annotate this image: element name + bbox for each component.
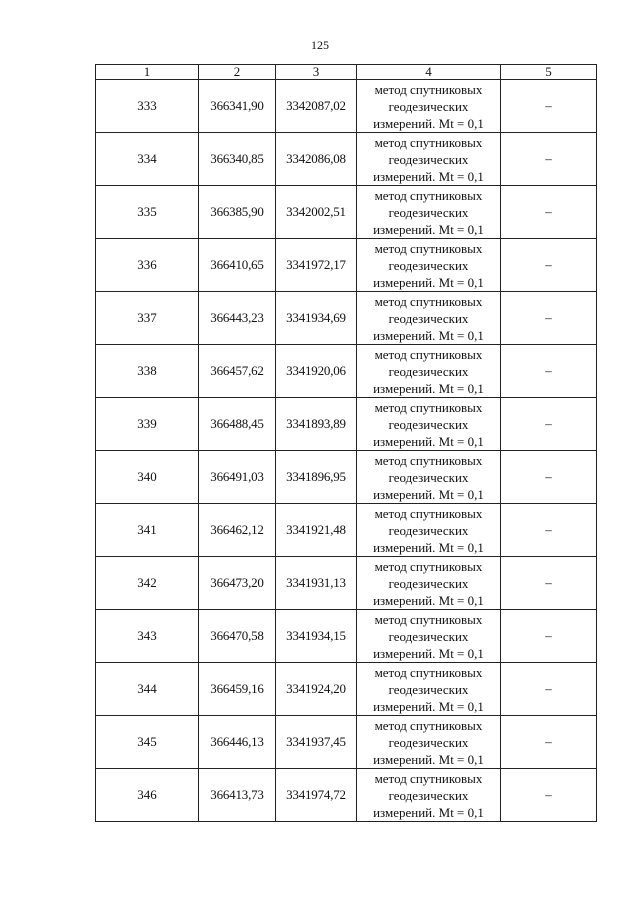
- method-line: измерений. Mt = 0,1: [373, 380, 484, 396]
- note-cell: –: [501, 186, 597, 239]
- note-cell: –: [501, 716, 597, 769]
- x-coordinate-cell: 366459,16: [199, 663, 276, 716]
- point-number-cell: 336: [96, 239, 199, 292]
- method-line: геодезических: [388, 416, 469, 432]
- table-row: [96, 239, 597, 292]
- table-row: [96, 345, 597, 398]
- point-number-cell: 339: [96, 398, 199, 451]
- table-row: [96, 504, 597, 557]
- method-line: метод спутниковых: [374, 611, 483, 627]
- x-coordinate-cell: 366470,58: [199, 610, 276, 663]
- method-line: измерений. Mt = 0,1: [373, 698, 484, 714]
- method-cell: [357, 345, 501, 398]
- note-cell: –: [501, 133, 597, 186]
- table-header-row: [96, 65, 597, 80]
- method-line: геодезических: [388, 204, 469, 220]
- page-number: 125: [311, 38, 329, 52]
- method-line: метод спутниковых: [374, 717, 483, 733]
- table-row: [96, 186, 597, 239]
- y-coordinate-cell: 3341937,45: [276, 716, 357, 769]
- table-row: [96, 716, 597, 769]
- x-coordinate-cell: 366341,90: [199, 80, 276, 133]
- y-coordinate-cell: 3341896,95: [276, 451, 357, 504]
- method-line: измерений. Mt = 0,1: [373, 751, 484, 767]
- table-row: [96, 610, 597, 663]
- y-coordinate-cell: 3341924,20: [276, 663, 357, 716]
- y-coordinate-cell: 3341934,15: [276, 610, 357, 663]
- column-header-2: 2: [199, 65, 276, 80]
- table-row: [96, 133, 597, 186]
- method-line: геодезических: [388, 363, 469, 379]
- method-cell: [357, 663, 501, 716]
- column-header-4: 4: [357, 65, 501, 80]
- y-coordinate-cell: 3341934,69: [276, 292, 357, 345]
- column-header-5: 5: [501, 65, 597, 80]
- method-line: метод спутниковых: [374, 81, 483, 97]
- method-cell: [357, 716, 501, 769]
- note-cell: –: [501, 345, 597, 398]
- method-line: измерений. Mt = 0,1: [373, 539, 484, 555]
- method-line: метод спутниковых: [374, 346, 483, 362]
- method-line: метод спутниковых: [374, 664, 483, 680]
- table-row: [96, 292, 597, 345]
- coordinates-table: [95, 64, 597, 822]
- method-cell: [357, 239, 501, 292]
- method-line: измерений. Mt = 0,1: [373, 804, 484, 820]
- point-number-cell: 343: [96, 610, 199, 663]
- method-line: геодезических: [388, 575, 469, 591]
- method-line: метод спутниковых: [374, 399, 483, 415]
- method-cell: [357, 186, 501, 239]
- method-line: метод спутниковых: [374, 240, 483, 256]
- method-line: метод спутниковых: [374, 452, 483, 468]
- point-number-cell: 335: [96, 186, 199, 239]
- table-row: [96, 398, 597, 451]
- method-line: измерений. Mt = 0,1: [373, 274, 484, 290]
- x-coordinate-cell: 366488,45: [199, 398, 276, 451]
- note-cell: –: [501, 292, 597, 345]
- method-cell: [357, 451, 501, 504]
- note-cell: –: [501, 239, 597, 292]
- method-line: геодезических: [388, 734, 469, 750]
- method-cell: [357, 610, 501, 663]
- y-coordinate-cell: 3342087,02: [276, 80, 357, 133]
- method-line: геодезических: [388, 310, 469, 326]
- method-line: измерений. Mt = 0,1: [373, 433, 484, 449]
- point-number-cell: 346: [96, 769, 199, 822]
- method-line: измерений. Mt = 0,1: [373, 592, 484, 608]
- table-row: [96, 451, 597, 504]
- method-cell: [357, 557, 501, 610]
- note-cell: –: [501, 610, 597, 663]
- note-cell: –: [501, 451, 597, 504]
- point-number-cell: 338: [96, 345, 199, 398]
- y-coordinate-cell: 3341921,48: [276, 504, 357, 557]
- note-cell: –: [501, 557, 597, 610]
- note-cell: –: [501, 398, 597, 451]
- method-cell: [357, 398, 501, 451]
- x-coordinate-cell: 366340,85: [199, 133, 276, 186]
- x-coordinate-cell: 366446,13: [199, 716, 276, 769]
- y-coordinate-cell: 3341893,89: [276, 398, 357, 451]
- column-header-3: 3: [276, 65, 357, 80]
- method-line: измерений. Mt = 0,1: [373, 486, 484, 502]
- point-number-cell: 333: [96, 80, 199, 133]
- method-line: метод спутниковых: [374, 770, 483, 786]
- table-row: [96, 769, 597, 822]
- method-line: измерений. Mt = 0,1: [373, 327, 484, 343]
- method-line: геодезических: [388, 98, 469, 114]
- y-coordinate-cell: 3342002,51: [276, 186, 357, 239]
- method-line: геодезических: [388, 681, 469, 697]
- point-number-cell: 341: [96, 504, 199, 557]
- x-coordinate-cell: 366473,20: [199, 557, 276, 610]
- method-line: геодезических: [388, 257, 469, 273]
- method-line: геодезических: [388, 469, 469, 485]
- method-line: геодезических: [388, 151, 469, 167]
- method-cell: [357, 80, 501, 133]
- method-line: измерений. Mt = 0,1: [373, 221, 484, 237]
- method-line: геодезических: [388, 522, 469, 538]
- method-cell: [357, 292, 501, 345]
- note-cell: –: [501, 80, 597, 133]
- point-number-cell: 337: [96, 292, 199, 345]
- method-line: метод спутниковых: [374, 505, 483, 521]
- table-row: [96, 557, 597, 610]
- method-cell: [357, 133, 501, 186]
- table-row: [96, 80, 597, 133]
- method-cell: [357, 504, 501, 557]
- x-coordinate-cell: 366443,23: [199, 292, 276, 345]
- method-line: метод спутниковых: [374, 187, 483, 203]
- method-line: метод спутниковых: [374, 134, 483, 150]
- column-header-1: 1: [96, 65, 199, 80]
- x-coordinate-cell: 366385,90: [199, 186, 276, 239]
- method-line: измерений. Mt = 0,1: [373, 645, 484, 661]
- method-line: измерений. Mt = 0,1: [373, 115, 484, 131]
- point-number-cell: 334: [96, 133, 199, 186]
- point-number-cell: 340: [96, 451, 199, 504]
- note-cell: –: [501, 504, 597, 557]
- method-line: геодезических: [388, 787, 469, 803]
- y-coordinate-cell: 3341920,06: [276, 345, 357, 398]
- y-coordinate-cell: 3341972,17: [276, 239, 357, 292]
- y-coordinate-cell: 3341931,13: [276, 557, 357, 610]
- x-coordinate-cell: 366491,03: [199, 451, 276, 504]
- point-number-cell: 345: [96, 716, 199, 769]
- x-coordinate-cell: 366462,12: [199, 504, 276, 557]
- point-number-cell: 342: [96, 557, 199, 610]
- point-number-cell: 344: [96, 663, 199, 716]
- x-coordinate-cell: 366413,73: [199, 769, 276, 822]
- y-coordinate-cell: 3341974,72: [276, 769, 357, 822]
- method-line: метод спутниковых: [374, 558, 483, 574]
- method-line: геодезических: [388, 628, 469, 644]
- x-coordinate-cell: 366457,62: [199, 345, 276, 398]
- table-row: [96, 663, 597, 716]
- method-cell: [357, 769, 501, 822]
- note-cell: –: [501, 769, 597, 822]
- method-line: метод спутниковых: [374, 293, 483, 309]
- note-cell: –: [501, 663, 597, 716]
- x-coordinate-cell: 366410,65: [199, 239, 276, 292]
- method-line: измерений. Mt = 0,1: [373, 168, 484, 184]
- y-coordinate-cell: 3342086,08: [276, 133, 357, 186]
